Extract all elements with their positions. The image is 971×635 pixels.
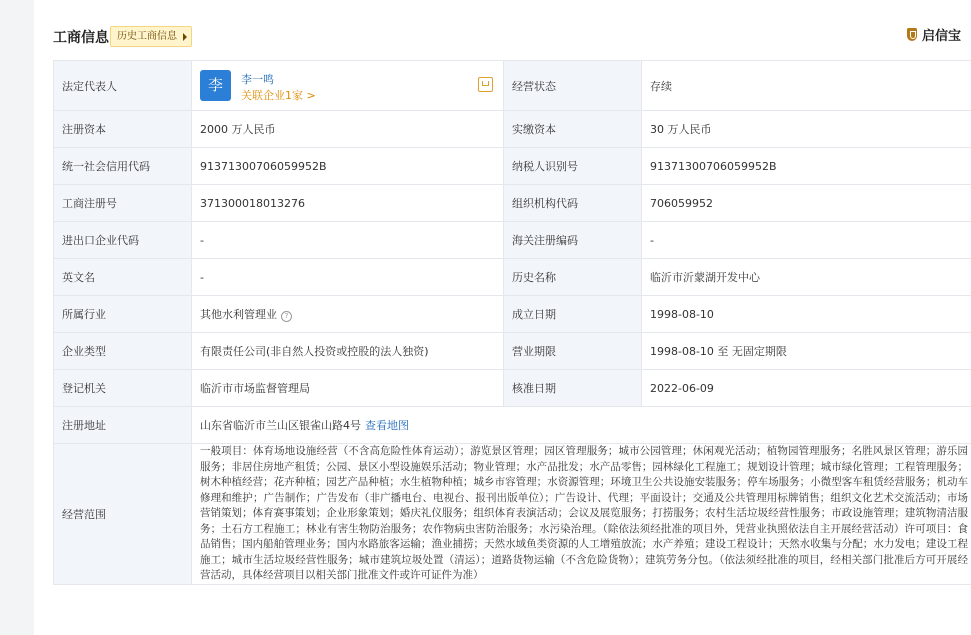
term-label: 营业期限 bbox=[504, 333, 642, 370]
term-value: 1998-08-10 至 无固定期限 bbox=[642, 333, 971, 370]
help-icon[interactable]: ? bbox=[281, 311, 292, 322]
industry-cell bbox=[192, 296, 504, 333]
table-row bbox=[54, 296, 971, 333]
scope-label: 经营范围 bbox=[54, 444, 192, 585]
industry-label: 所属行业 bbox=[54, 296, 192, 333]
caret-right-icon bbox=[183, 33, 187, 41]
address-cell bbox=[192, 407, 971, 444]
status-value: 存续 bbox=[642, 61, 971, 111]
approval-date-label: 核准日期 bbox=[504, 370, 642, 407]
company-type-label: 企业类型 bbox=[54, 333, 192, 370]
import-export-label: 进出口企业代码 bbox=[54, 222, 192, 259]
reg-authority-label: 登记机关 bbox=[54, 370, 192, 407]
legal-rep-label: 法定代表人 bbox=[54, 61, 192, 111]
taxpayer-id-value: 91371300706059952B bbox=[642, 148, 971, 185]
export-icon[interactable] bbox=[478, 77, 493, 92]
import-export-value: - bbox=[192, 222, 504, 259]
customs-code-label: 海关注册编码 bbox=[504, 222, 642, 259]
reg-no-label: 工商注册号 bbox=[54, 185, 192, 222]
table-row bbox=[54, 444, 971, 585]
business-info-panel bbox=[34, 0, 971, 635]
table-row bbox=[54, 185, 971, 222]
history-info-button[interactable] bbox=[110, 26, 192, 47]
org-code-value: 706059952 bbox=[642, 185, 971, 222]
business-info-table bbox=[53, 60, 971, 585]
table-row bbox=[54, 407, 971, 444]
table-row bbox=[54, 259, 971, 296]
english-name-label: 英文名 bbox=[54, 259, 192, 296]
related-companies-link[interactable]: 关联企业1家 > bbox=[241, 89, 316, 102]
brand-name: 启信宝 bbox=[921, 29, 961, 44]
english-name-value: - bbox=[192, 259, 504, 296]
brand-logo bbox=[907, 27, 961, 47]
company-type-value: 有限责任公司(非自然人投资或控股的法人独资) bbox=[192, 333, 504, 370]
paid-capital-label: 实缴资本 bbox=[504, 111, 642, 148]
taxpayer-id-label: 纳税人识别号 bbox=[504, 148, 642, 185]
credit-code-label: 统一社会信用代码 bbox=[54, 148, 192, 185]
table-row bbox=[54, 333, 971, 370]
org-code-label: 组织机构代码 bbox=[504, 185, 642, 222]
table-row bbox=[54, 222, 971, 259]
table-row bbox=[54, 61, 971, 111]
founded-value: 1998-08-10 bbox=[642, 296, 971, 333]
former-name-label: 历史名称 bbox=[504, 259, 642, 296]
scope-value: 一般项目：体育场地设施经营（不含高危险性体育运动）；游览景区管理；园区管理服务；城市公园管理；休闲观光活动；植物园管理服务；名胜风景区管理；游乐园服务；非居住房地产租赁；公园、景区小型设施娱乐活动；物业管理；水产品批发；水产品零售；园林绿化工程施工；规划设计管理；城市绿化管理；工程管理服务；树木种植经营；花卉种植；园艺产品种植；水生植物种植；城乡市容管理；水资源管理；环境卫生公共设施安装服务；停车场服务；小微型客车租赁经营服务；机动车修理和维护；广告制作；广告发布（非广播电台、电视台、报刊出版单位）；广告设计、代理；平面设计；交通及公共管理用标牌销售；组织文化艺术交流活动；市场营销策划；体育赛事策划；企业形象策划；婚庆礼仪服务；组织体育表演活动；会议及展览服务；打捞服务；农村生活垃圾经营性服务；市政设施管理；建筑物清洁服务；土石方工程施工；林业有害生物防治服务；农作物病虫害防治服务；水污染治理。（除依法须经批准的项目外，凭营业执照依法自主开展经营活动）许可项目：食品销售；国内船舶管理业务；国内水路旅客运输；渔业捕捞；天然水域鱼类资源的人工增殖放流；水产养殖；建设工程设计；天然水收集与分配；水力发电；建设工程施工；城市生活垃圾经营性服务；城市建筑垃圾处置（清运）；道路货物运输（不含危险货物）；建筑劳务分包。（依法须经批准的项目，经相关部门批准后方可开展经营活动，具体经营项目以相关部门批准文件或许可证件为准） bbox=[192, 444, 971, 585]
customs-code-value: - bbox=[642, 222, 971, 259]
table-row bbox=[54, 111, 971, 148]
section-title: 工商信息 bbox=[53, 30, 109, 46]
view-map-link[interactable]: 查看地图 bbox=[365, 419, 409, 432]
avatar[interactable]: 李 bbox=[200, 70, 231, 101]
table-row bbox=[54, 148, 971, 185]
address-value: 山东省临沂市兰山区银雀山路4号 bbox=[200, 419, 361, 432]
legal-rep-cell bbox=[192, 61, 504, 111]
reg-authority-value: 临沂市市场监督管理局 bbox=[192, 370, 504, 407]
approval-date-value: 2022-06-09 bbox=[642, 370, 971, 407]
industry-value: 其他水利管理业 bbox=[200, 308, 277, 321]
section-header bbox=[53, 24, 971, 52]
credit-code-value: 91371300706059952B bbox=[192, 148, 504, 185]
founded-label: 成立日期 bbox=[504, 296, 642, 333]
status-label: 经营状态 bbox=[504, 61, 642, 111]
address-label: 注册地址 bbox=[54, 407, 192, 444]
reg-capital-label: 注册资本 bbox=[54, 111, 192, 148]
legal-rep-name[interactable]: 李一鸣 bbox=[241, 73, 274, 86]
reg-no-value: 371300018013276 bbox=[192, 185, 504, 222]
former-name-value: 临沂市沂蒙湖开发中心 bbox=[642, 259, 971, 296]
table-row bbox=[54, 370, 971, 407]
history-info-label: 历史工商信息 bbox=[117, 31, 177, 42]
paid-capital-value: 30 万人民币 bbox=[642, 111, 971, 148]
reg-capital-value: 2000 万人民币 bbox=[192, 111, 504, 148]
shield-icon bbox=[907, 28, 917, 41]
